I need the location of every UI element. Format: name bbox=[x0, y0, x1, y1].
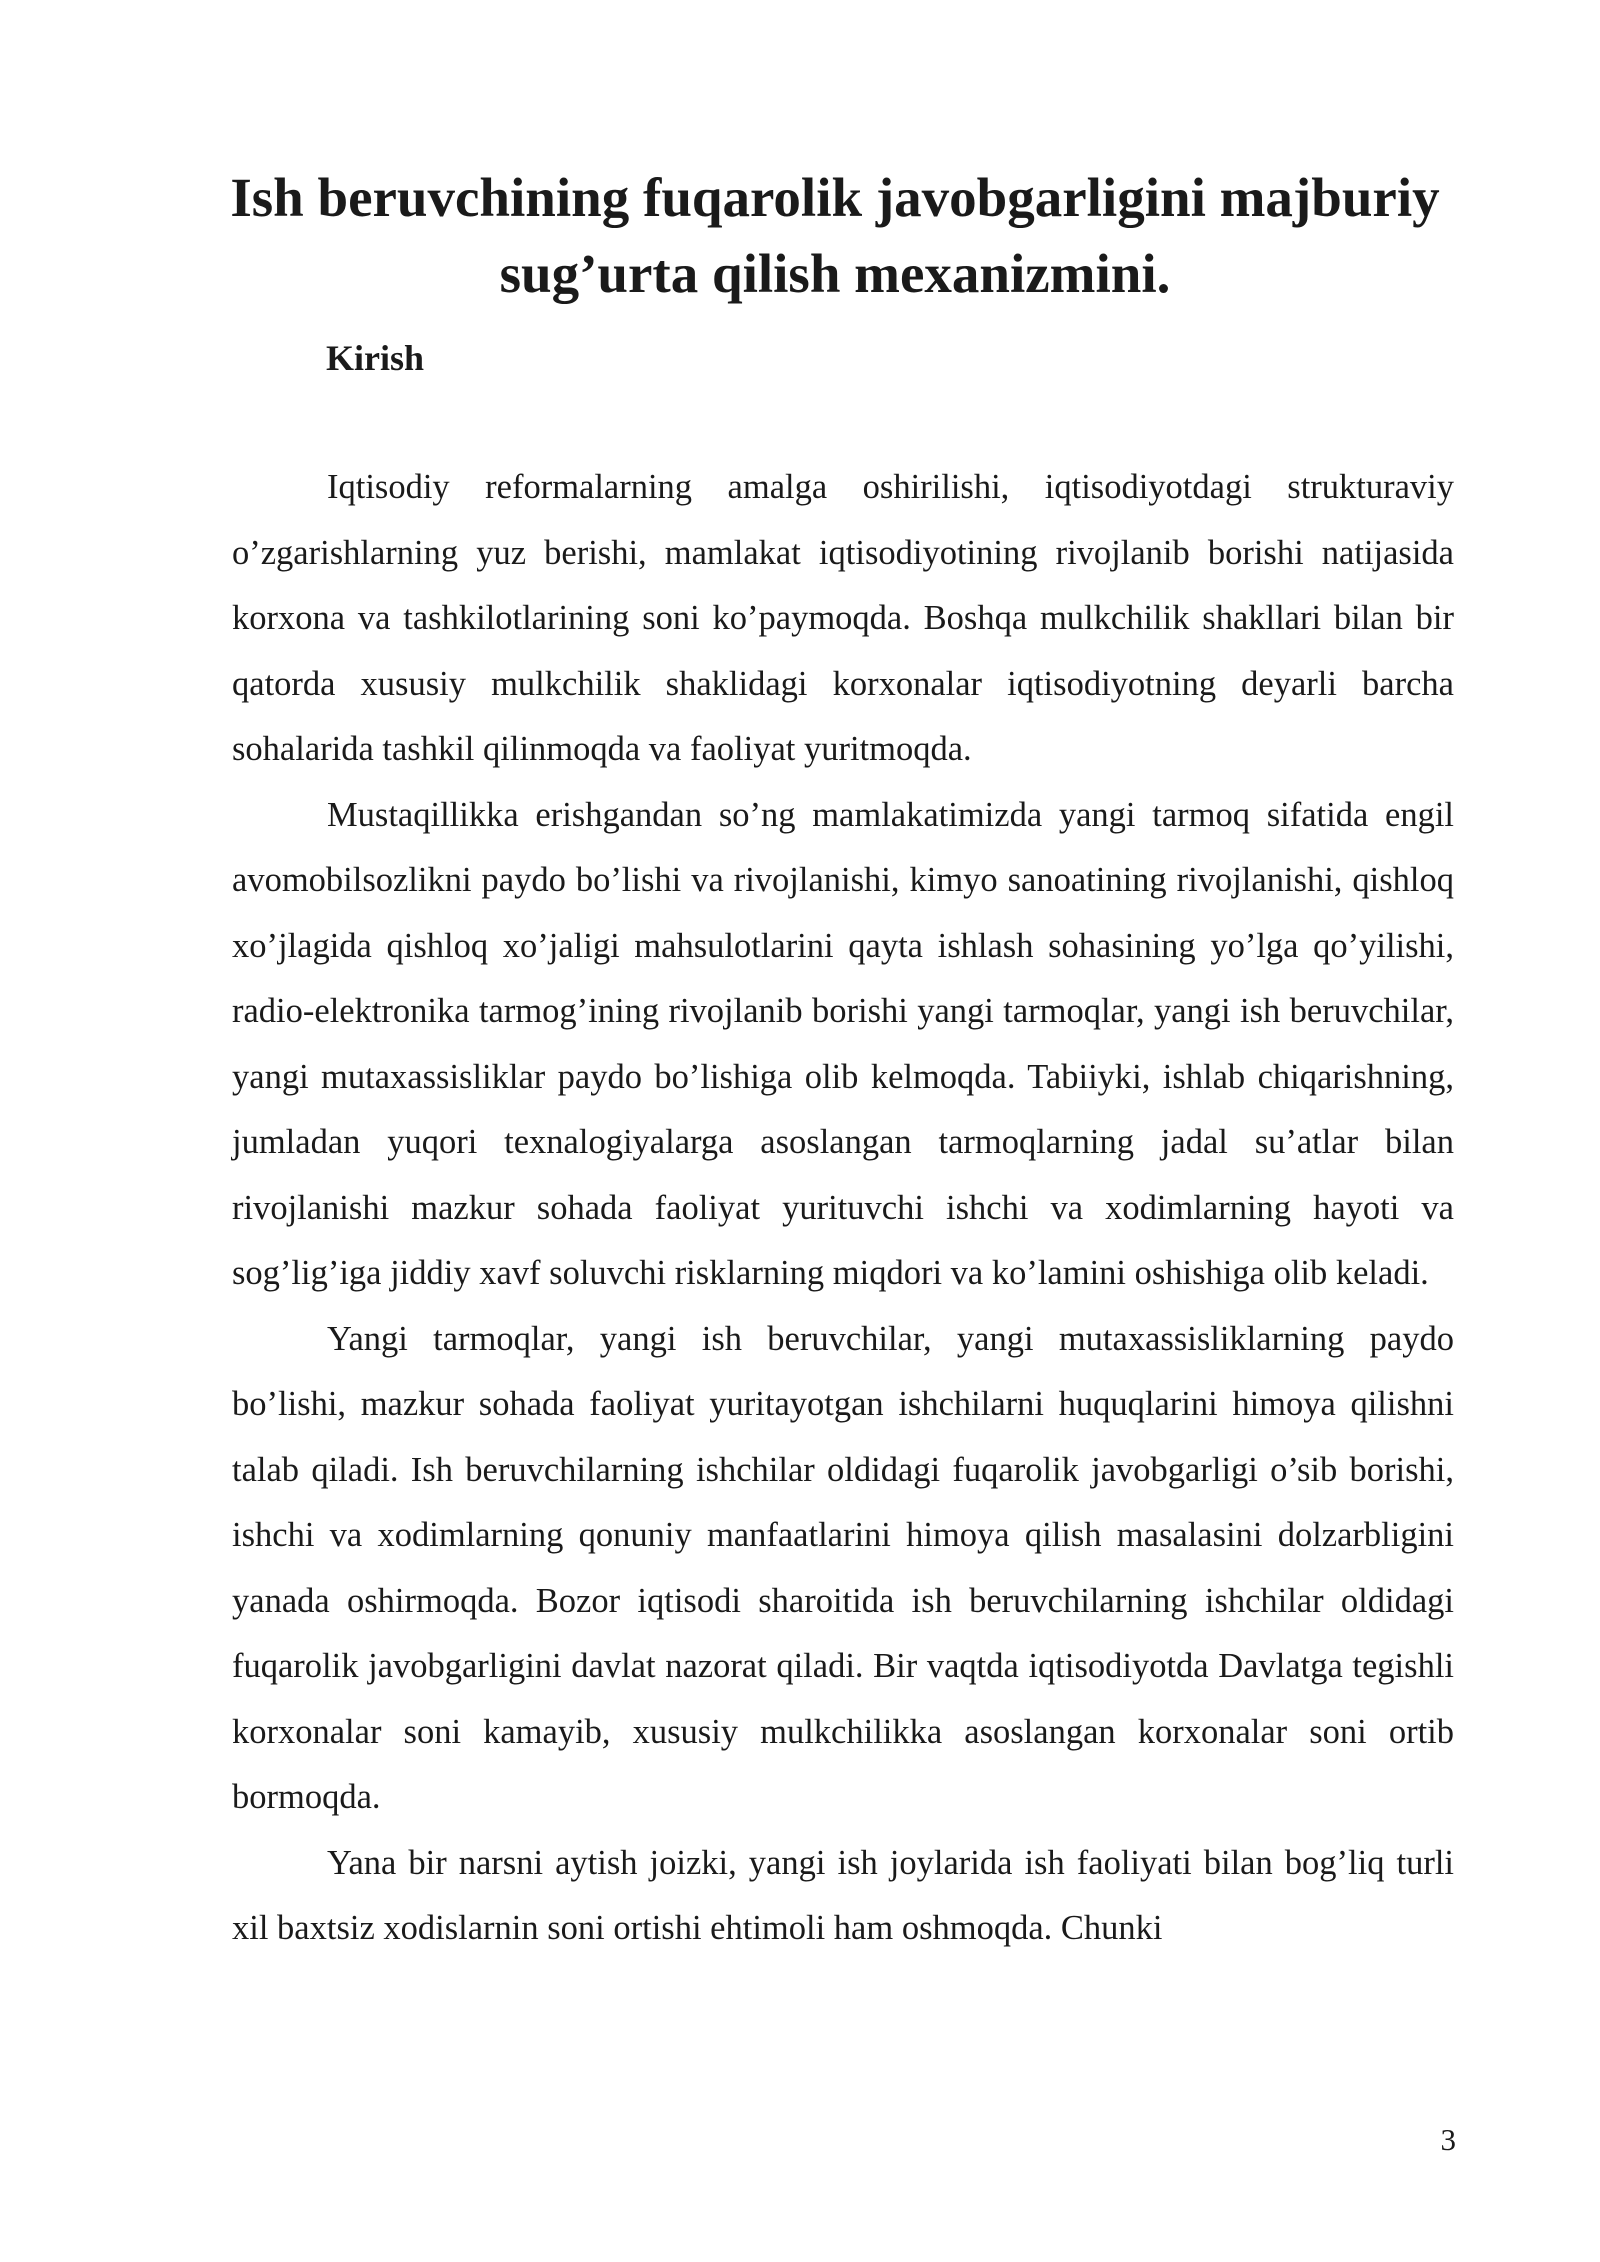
paragraph: Mustaqillikka erishgandan so’ng mamlakatimizda yangi tarmoq sifatida engil avomobilsozlikni paydo bo’lishi va rivojlanishi, kimyo sanoatining rivojlanishi, qishloq xo’jlagida qishloq xo’jaligi mahsulotlarini qayta ishlash sohasining yo’lga qo’yilishi, radio-elektronika tarmog’ining rivojlanib borishi yangi tarmoqlar, yangi ish beruvchilar, yangi mutaxassisliklar paydo bo’lishiga olib kelmoqda. Tabiiyki, ishlab chiqarishning, jumladan yuqori texnalogiyalarga asoslangan tarmoqlarning jadal su’atlar bilan rivojlanishi mazkur sohada faoliyat yurituvchi ishchi va xodimlarning hayoti va sog’lig’iga jiddiy xavf soluvchi risklarning miqdori va ko’lamini oshishiga olib keladi. bbox=[232, 795, 1454, 1292]
page-number: 3 bbox=[1440, 2122, 1456, 2157]
paragraph: Iqtisodiy reformalarning amalga oshirilishi, iqtisodiyotdagi strukturaviy o’zgarishlarning yuz berishi, mamlakat iqtisodiyotining rivojlanib borishi natijasida korxona va tashkilotlarining soni ko’paymoqda. Boshqa mulkchilik shakllari bilan bir qatorda xususiy mulkchilik shaklidagi korxonalar iqtisodiyotning deyarli barcha sohalarida tashkil qilinmoqda va faoliyat yuritmoqda. bbox=[232, 468, 1454, 768]
body-text bbox=[232, 455, 1454, 1962]
paragraph: Yangi tarmoqlar, yangi ish beruvchilar, yangi mutaxassisliklarning paydo bo’lishi, mazkur sohada faoliyat yuritayotgan ishchilarni huquqlarini himoya qilishni talab qiladi. Ish beruvchilarning ishchilar oldidagi fuqarolik javobgarligi o’sib borishi, ishchi va xodimlarning qonuniy manfaatlarini himoya qilish masalasini dolzarbligini yanada oshirmoqda. Bozor iqtisodi sharoitida ish beruvchilarning ishchilar oldidagi fuqarolik javobgarligini davlat nazorat qiladi. Bir vaqtda iqtisodiyotda Davlatga tegishli korxonalar soni kamayib, xususiy mulkchilikka asoslangan korxonalar soni ortib bormoqda. bbox=[232, 1319, 1454, 1816]
section-heading: Kirish bbox=[326, 338, 425, 378]
page-title: Ish beruvchining fuqarolik javobgarligini majburiy sug’urta qilish mexanizmini. bbox=[230, 167, 1440, 304]
paragraph: Yana bir narsni aytish joizki, yangi ish joylarida ish faoliyati bilan bog’liq turli xil baxtsiz xodislarnin soni ortishi ehtimoli ham oshmoqda. Chunki bbox=[232, 1843, 1454, 1947]
